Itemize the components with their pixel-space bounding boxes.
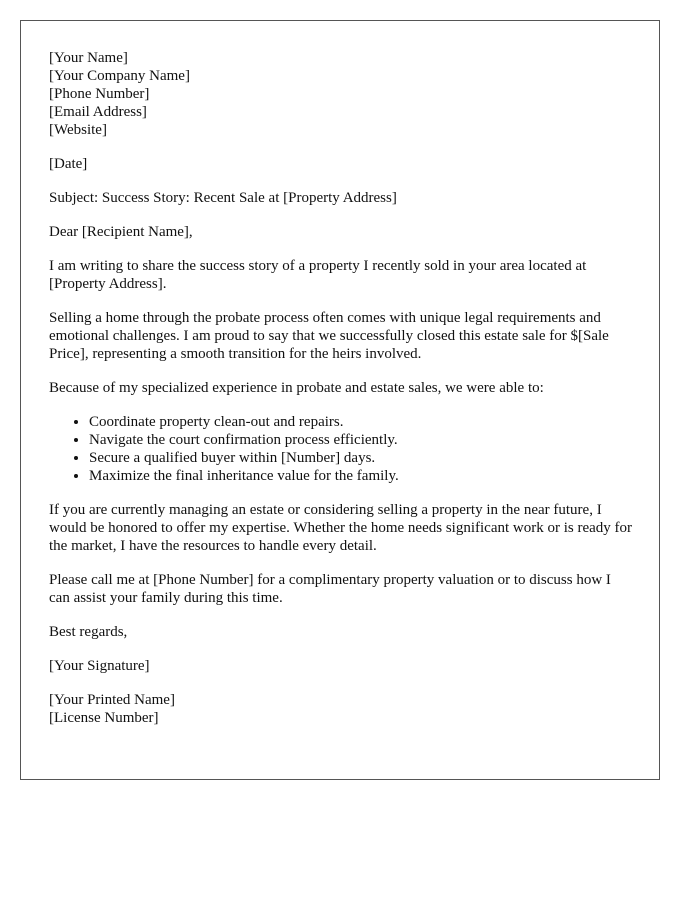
paragraph-offer: If you are currently managing an estate or considering selling a property in the near future, I would be honored to offer my expertise. Whether the home needs significant work or is ready for the market, I have the resources to handle every detail. [49,502,633,554]
letter-salutation: Dear [Recipient Name], [49,224,193,240]
sender-website: [Website] [49,122,107,138]
sender-company: [Your Company Name] [49,68,190,84]
sender-email: [Email Address] [49,104,147,120]
letter-closing: Best regards, [49,624,128,640]
list-item: • Secure a qualified buyer within [Number] days. [89,449,635,467]
signature-block [49,691,635,727]
printed-name: [Your Printed Name] [49,692,175,708]
paragraph-probate: Selling a home through the probate process often comes with unique legal requirements and emotional challenges. I am proud to say that we successfully closed this estate sale for $[Sale Price], representing a smooth transition for the heirs involved. [49,310,609,362]
sender-phone: [Phone Number] [49,86,150,102]
letter-content [49,49,635,743]
accomplishments-list [49,413,635,485]
letter-signature: [Your Signature] [49,658,150,674]
letter-date: [Date] [49,156,88,172]
sender-block [49,49,635,139]
list-item: • Coordinate property clean-out and repairs. [89,413,635,431]
letter-page [20,20,660,780]
sender-name: [Your Name] [49,50,128,66]
paragraph-experience: Because of my specialized experience in probate and estate sales, we were able to: [49,380,544,396]
license-number: [License Number] [49,710,159,726]
paragraph-call: Please call me at [Phone Number] for a complimentary property valuation or to discuss how I can assist your family during this time. [49,572,611,606]
list-item: • Maximize the final inheritance value for the family. [89,467,635,485]
list-item: • Navigate the court confirmation process efficiently. [89,431,635,449]
letter-subject: Subject: Success Story: Recent Sale at [Property Address] [49,190,397,206]
paragraph-intro: I am writing to share the success story of a property I recently sold in your area located at [Property Address]. [49,258,587,292]
